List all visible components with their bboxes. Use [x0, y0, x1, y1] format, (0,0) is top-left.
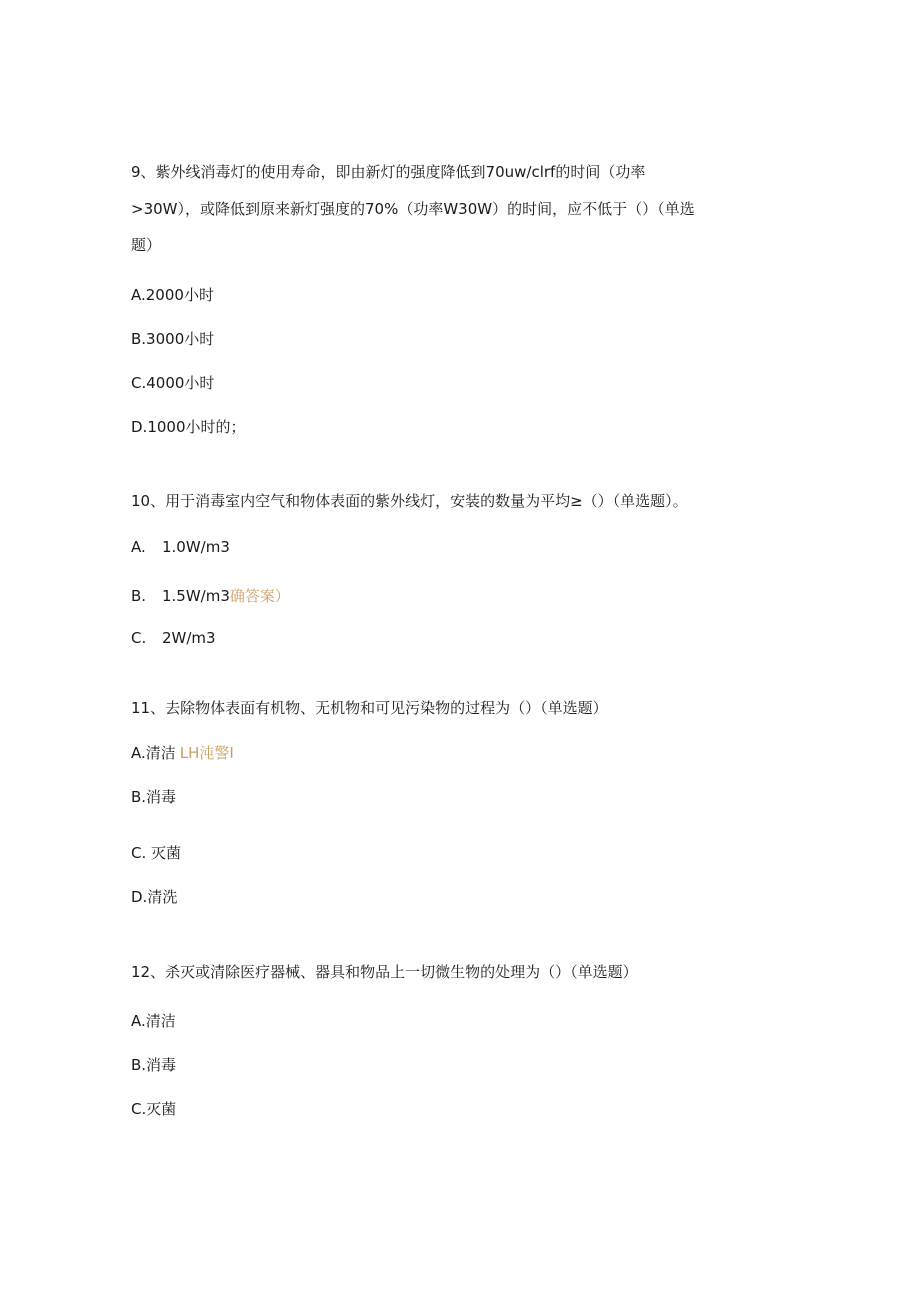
- question-9-option-b: B.3000小时: [131, 330, 215, 348]
- question-12-option-c: C.灭菌: [131, 1100, 177, 1118]
- question-10-option-c: [131, 628, 216, 648]
- question-12-stem: 12、杀灭或清除医疗器械、器具和物品上一切微生物的处理为（）（单选题）: [131, 963, 638, 981]
- question-9-option-c: C.4000小时: [131, 374, 215, 392]
- option-letter: A.: [131, 538, 146, 556]
- question-11-stem: 11、去除物体表面有机物、无机物和可见污染物的过程为（）（单选题）: [131, 699, 608, 717]
- answer-note: 确答案）: [229, 587, 290, 605]
- question-11-option-b: B.消毒: [131, 788, 177, 806]
- option-text: 1.5W∕m3: [162, 587, 230, 605]
- option-text: A.清洁: [131, 744, 176, 762]
- option-text: 1.0W∕m3: [162, 538, 230, 556]
- question-11-option-c: C. 灭菌: [131, 844, 182, 862]
- question-12-option-b: B.消毒: [131, 1056, 177, 1074]
- question-9-option-a: A.2000小时: [131, 286, 214, 304]
- option-text: 2W∕m3: [162, 629, 216, 647]
- question-9-stem-line-2: >30W），或降低到原来新灯强度的70%（功率W30W）的时间，应不低于（）（单选: [131, 200, 695, 218]
- answer-note: LH沌警I: [179, 744, 234, 762]
- question-9-stem-line-3: 题）: [131, 236, 162, 254]
- question-11-option-d: D.清洗: [131, 888, 178, 906]
- question-12-option-a: A.清洁: [131, 1012, 176, 1030]
- question-9-stem-line-1: 9、紫外线消毒灯的使用寿命，即由新灯的强度降低到70uw∕clrf的时间（功率: [131, 163, 646, 181]
- question-11-option-a: [131, 743, 234, 763]
- question-10-option-b: [131, 586, 290, 606]
- option-letter: B.: [131, 587, 147, 605]
- question-9-option-d: D.1000小时的；: [131, 418, 246, 436]
- question-10-stem: 10、用于消毒室内空气和物体表面的紫外线灯，安装的数量为平均≥（）（单选题）。: [131, 492, 688, 510]
- option-letter: C.: [131, 629, 147, 647]
- question-10-option-a: [131, 537, 230, 557]
